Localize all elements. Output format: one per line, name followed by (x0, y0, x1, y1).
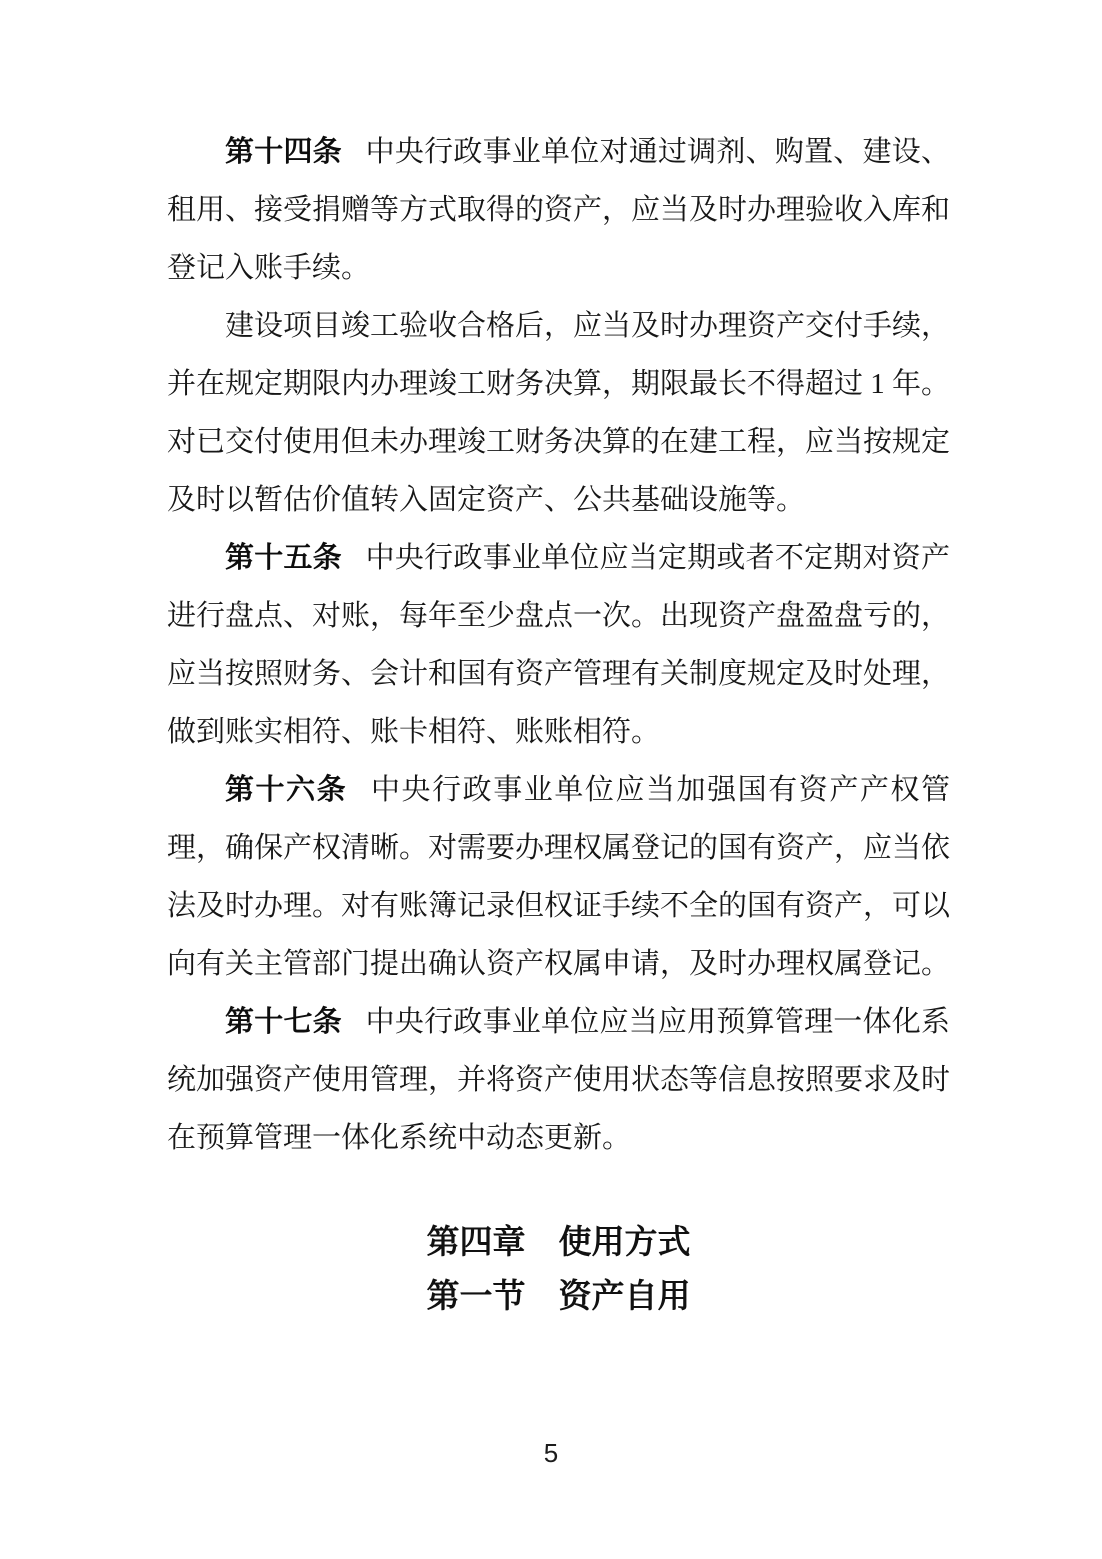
article-number: 第十六条 (225, 774, 348, 806)
page-footer (0, 1438, 1102, 1468)
section-heading: 第一节 资产自用 (426, 1277, 691, 1314)
article-number: 第十七条 (225, 1006, 342, 1038)
article-number: 第十五条 (225, 542, 342, 574)
paragraph-text: 建设项目竣工验收合格后，应当及时办理资产交付手续，并在规定期限内办理竣工财务决算，期限最长不得超过 1 年。对已交付使用但未办理竣工财务决算的在建工程，应当按规定及时以暂估价值转入固定资产、公共基础设施等。 (167, 310, 951, 516)
document-body (167, 123, 950, 1323)
page-number: 5 (543, 1438, 559, 1468)
article-text: 中央行政事业单位应当定期或者不定期对资产进行盘点、对账，每年至少盘点一次。出现资产盘盈盘亏的，应当按照财务、会计和国有资产管理有关制度规定及时处理，做到账实相符、账卡相符、账账相符。 (167, 542, 951, 748)
article-text: 中央行政事业单位对通过调剂、购置、建设、租用、接受捐赠等方式取得的资产，应当及时办理验收入库和登记入账手续。 (167, 136, 951, 284)
chapter-heading: 第四章 使用方式 (426, 1223, 691, 1260)
article-text: 中央行政事业单位应当加强国有资产产权管理，确保产权清晰。对需要办理权属登记的国有资产，应当依法及时办理。对有账簿记录但权证手续不全的国有资产，可以向有关主管部门提出确认资产权属申请，及时办理权属登记。 (167, 774, 951, 980)
body-paragraph (167, 297, 950, 529)
article-number: 第十四条 (225, 136, 342, 168)
article-paragraph (167, 993, 950, 1167)
article-paragraph (167, 761, 950, 993)
article-paragraph (167, 123, 950, 297)
article-paragraph (167, 529, 950, 761)
article-text: 中央行政事业单位应当应用预算管理一体化系统加强资产使用管理，并将资产使用状态等信息按照要求及时在预算管理一体化系统中动态更新。 (167, 1006, 951, 1154)
